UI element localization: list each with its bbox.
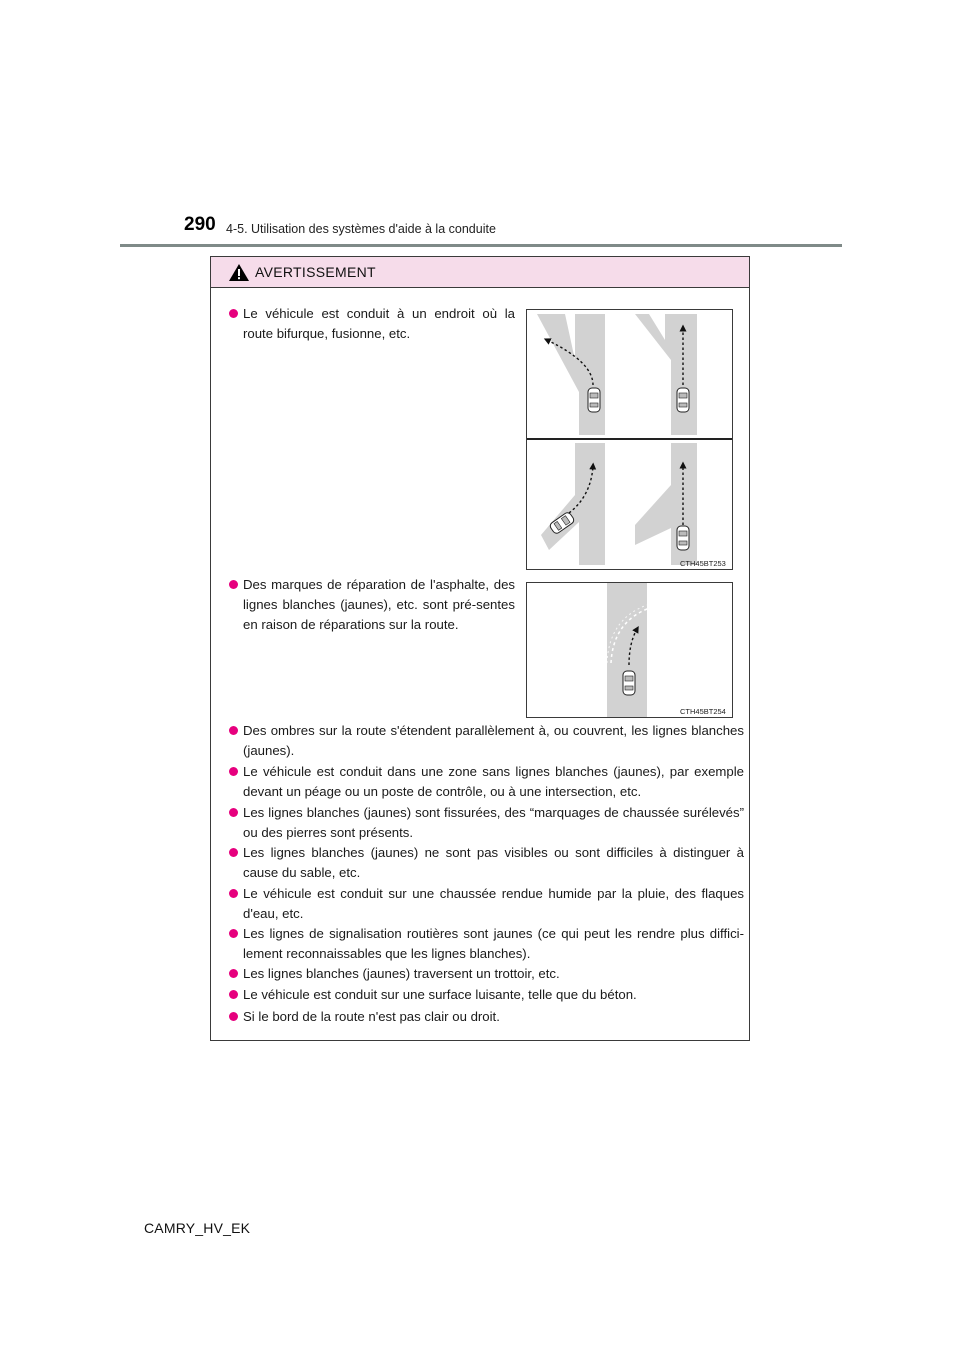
bullet-dot bbox=[229, 767, 238, 776]
bullet-dot bbox=[229, 1012, 238, 1021]
figure-code: CTH45BT254 bbox=[680, 707, 726, 716]
figure-repair-marks bbox=[526, 582, 733, 718]
bullet-dot bbox=[229, 580, 238, 589]
list-item: Les lignes blanches (jaunes) ne sont pas visibles ou sont difficiles à distinguer à cause du sable, etc. bbox=[243, 843, 744, 883]
bullet-dot bbox=[229, 309, 238, 318]
bullet-dot bbox=[229, 990, 238, 999]
bullet-dot bbox=[229, 848, 238, 857]
list-item: Des marques de réparation de l'asphalte, des lignes blanches (jaunes), etc. sont pré-sentes en raison de réparations sur la route. bbox=[243, 575, 515, 635]
warning-triangle-icon bbox=[229, 264, 249, 281]
list-item: Le véhicule est conduit sur une chaussée rendue humide par la pluie, des flaques d'eau, etc. bbox=[243, 884, 744, 924]
bullet-dot bbox=[229, 889, 238, 898]
list-item: Le véhicule est conduit à un endroit où la route bifurque, fusionne, etc. bbox=[243, 304, 515, 344]
list-item: Les lignes de signalisation routières sont jaunes (ce qui peut les rendre plus diffici-lement reconnaissables que les lignes blanches). bbox=[243, 924, 744, 964]
bullet-dot bbox=[229, 808, 238, 817]
list-item: Des ombres sur la route s'étendent parallèlement à, ou couvrent, les lignes blanches (jaunes). bbox=[243, 721, 744, 761]
header-rule bbox=[120, 244, 842, 247]
section-title: 4-5. Utilisation des systèmes d'aide à la conduite bbox=[226, 222, 496, 236]
bullet-dot bbox=[229, 969, 238, 978]
bullet-dot bbox=[229, 929, 238, 938]
list-item: Le véhicule est conduit sur une surface luisante, telle que du béton. bbox=[243, 985, 744, 1005]
road-fork-illustration bbox=[527, 310, 732, 569]
list-item: Le véhicule est conduit dans une zone sans lignes blanches (jaunes), par exemple devant un péage ou un poste de contrôle, ou à une intersection, etc. bbox=[243, 762, 744, 802]
warning-title: AVERTISSEMENT bbox=[255, 264, 376, 280]
list-item: Les lignes blanches (jaunes) sont fissurées, des “marquages de chaussée surélevés” ou des pierres sont présents. bbox=[243, 803, 744, 843]
model-code: CAMRY_HV_EK bbox=[144, 1220, 251, 1236]
figure-code: CTH45BT253 bbox=[680, 559, 726, 568]
list-item: Si le bord de la route n'est pas clair ou droit. bbox=[243, 1007, 744, 1027]
list-item: Les lignes blanches (jaunes) traversent un trottoir, etc. bbox=[243, 964, 744, 984]
warning-header bbox=[211, 257, 749, 288]
repair-marks-illustration bbox=[527, 583, 732, 717]
page-number: 290 bbox=[184, 214, 216, 235]
bullet-dot bbox=[229, 726, 238, 735]
figure-road-fork bbox=[526, 309, 733, 570]
